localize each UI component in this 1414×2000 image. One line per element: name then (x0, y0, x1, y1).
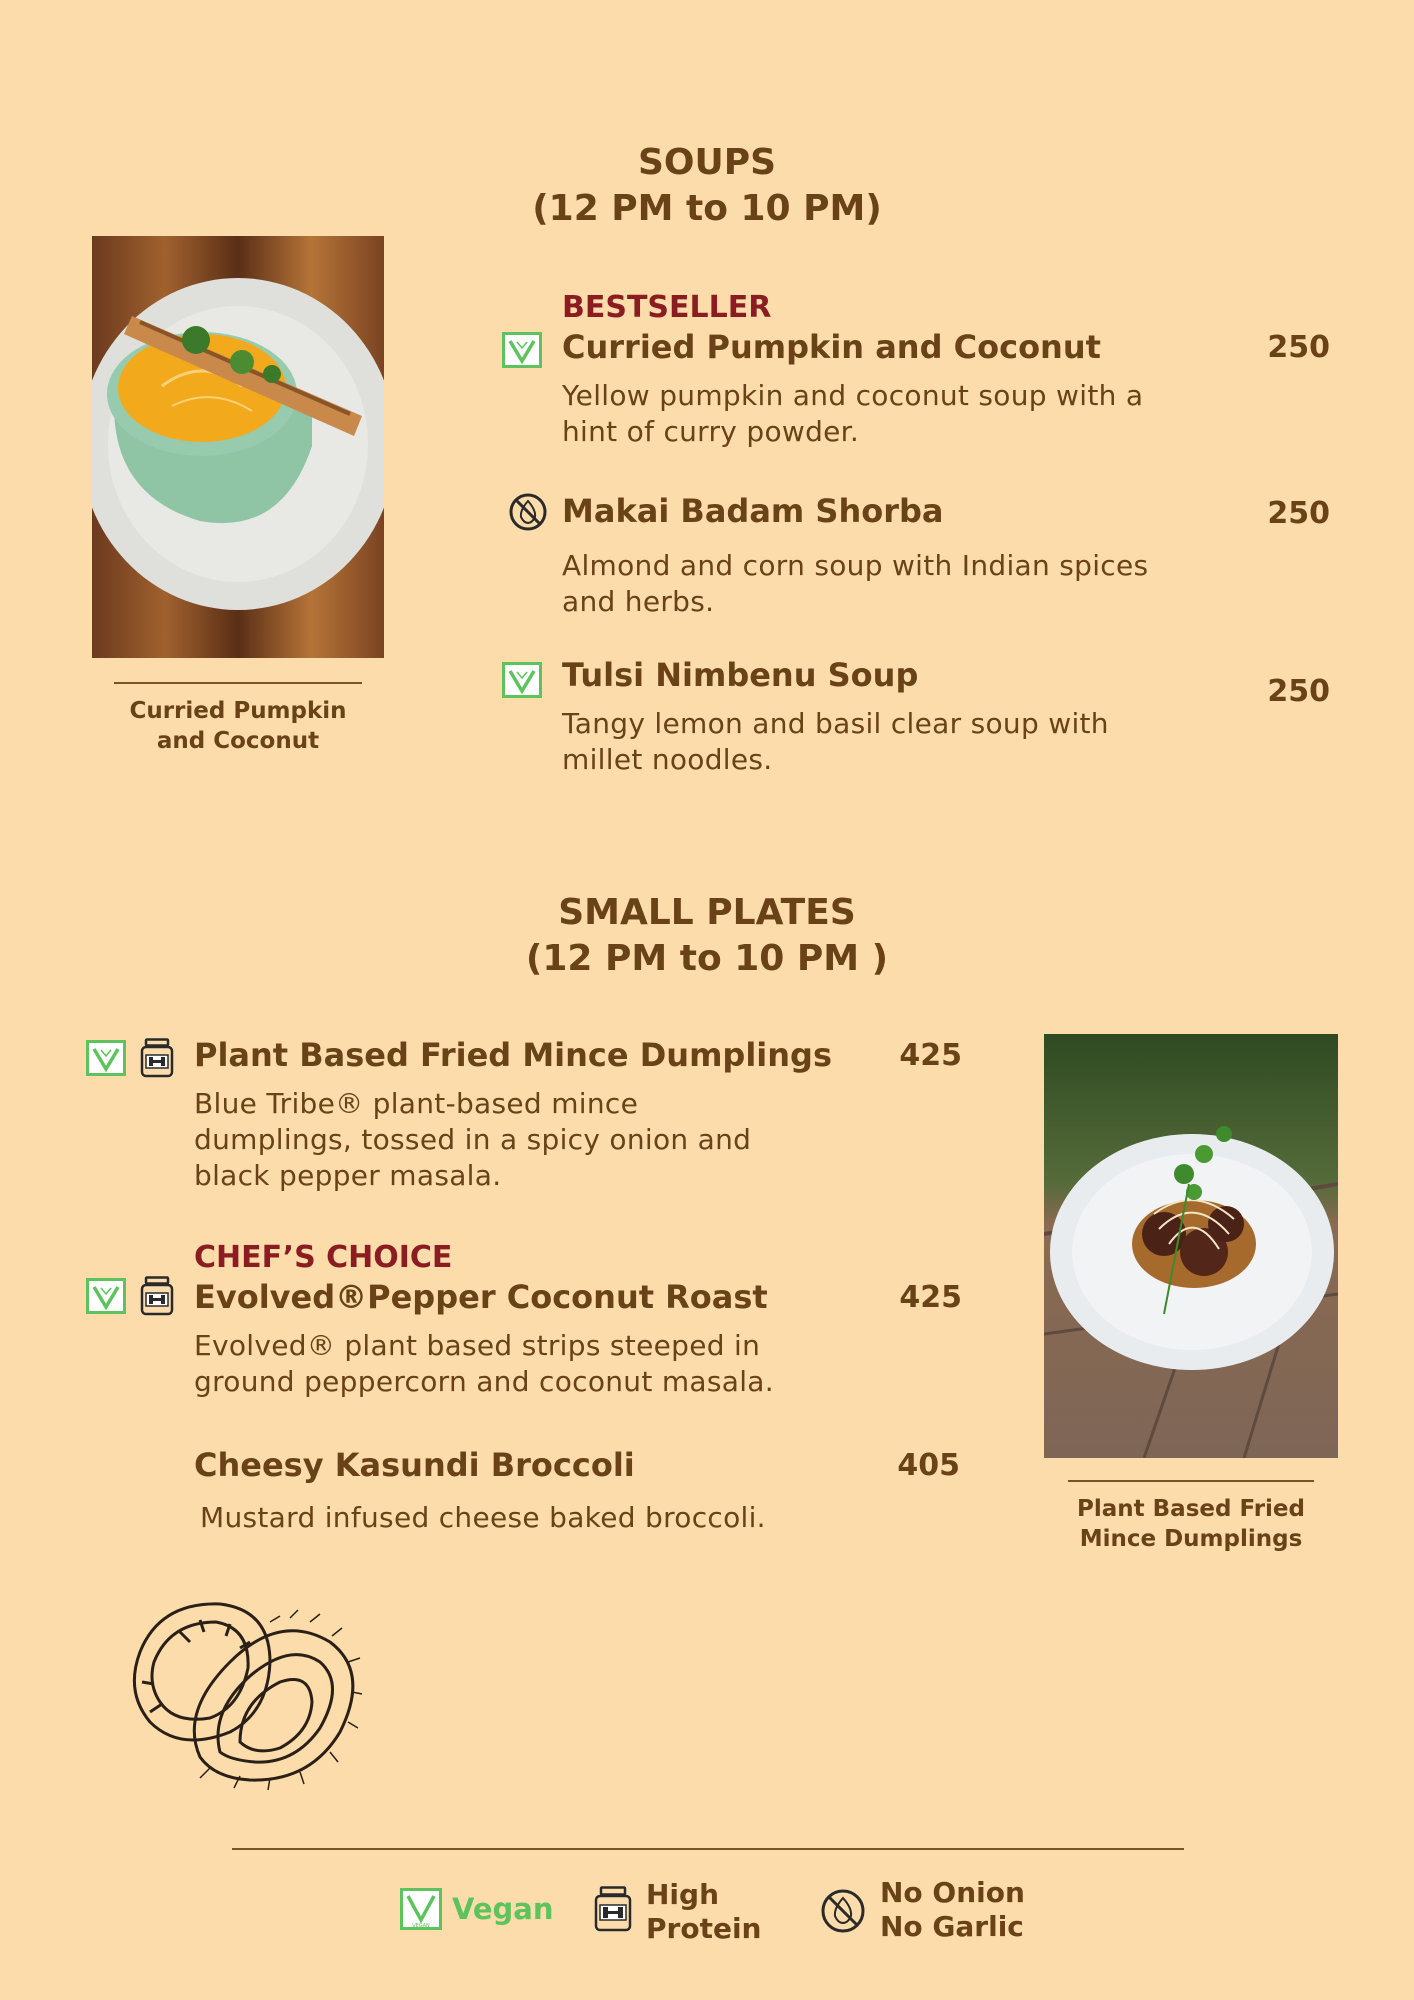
mince-dumplings-photo (1044, 1034, 1338, 1458)
soups-caption-rule (114, 682, 362, 684)
desc-line: ground peppercorn and coconut masala. (194, 1365, 774, 1398)
vegan-legend-icon (400, 1888, 442, 1930)
small-plates-caption-line2: Mince Dumplings (1079, 1526, 1303, 1552)
item-desc-mince-dumplings (194, 1086, 751, 1194)
item-name-kasundi-broccoli: Cheesy Kasundi Broccoli (194, 1446, 635, 1484)
small-plates-photo-caption (1044, 1494, 1338, 1554)
small-plates-hours: (12 PM to 10 PM ) (525, 938, 889, 979)
soups-caption-line2: and Coconut (156, 728, 320, 754)
curried-pumpkin-soup-photo (92, 236, 384, 658)
no-onion-no-garlic-legend-icon (820, 1888, 866, 1934)
legend-nong-line1: No Onion (880, 1876, 1025, 1909)
vegan-icon (502, 662, 542, 698)
item-price-kasundi-broccoli: 405 (897, 1448, 960, 1483)
soups-hours: (12 PM to 10 PM) (532, 188, 882, 229)
item-name-mince-dumplings: Plant Based Fried Mince Dumplings (194, 1036, 832, 1074)
item-name-pepper-coconut-roast: Evolved®Pepper Coconut Roast (194, 1278, 768, 1316)
vegan-icon (502, 332, 542, 368)
legend-high-protein-line2: Protein (646, 1912, 762, 1945)
item-desc-kasundi-broccoli: Mustard infused cheese baked broccoli. (200, 1501, 766, 1534)
legend-rule (232, 1848, 1184, 1850)
item-desc-curried-pumpkin (562, 378, 1143, 450)
high-protein-icon (140, 1276, 174, 1316)
vegan-icon (86, 1278, 126, 1314)
desc-line: and herbs. (562, 585, 715, 618)
item-price-mince-dumplings: 425 (899, 1038, 962, 1073)
desc-line: Blue Tribe® plant-based mince (194, 1087, 639, 1120)
desc-line: black pepper masala. (194, 1159, 502, 1192)
small-plates-title: SMALL PLATES (558, 892, 856, 933)
legend-high-protein-line1: High (646, 1878, 720, 1911)
item-name-makai-badam: Makai Badam Shorba (562, 492, 944, 530)
desc-line: Almond and corn soup with Indian spices (562, 549, 1149, 582)
small-plates-caption-line1: Plant Based Fried (1077, 1496, 1305, 1522)
chefs-choice-tag: CHEF’S CHOICE (194, 1240, 453, 1275)
soups-photo-caption (92, 696, 384, 756)
item-price-curried-pumpkin: 250 (1267, 330, 1330, 365)
item-price-pepper-coconut-roast: 425 (899, 1280, 962, 1315)
item-name-tulsi-nimbenu: Tulsi Nimbenu Soup (562, 656, 919, 694)
item-desc-pepper-coconut-roast (194, 1328, 774, 1400)
vegan-icon (86, 1040, 126, 1076)
legend-nong-label (880, 1876, 1025, 1944)
legend-high-protein-label (646, 1878, 761, 1946)
no-onion-no-garlic-icon (508, 492, 548, 532)
coconut-illustration (120, 1592, 364, 1792)
high-protein-legend-icon (594, 1886, 632, 1932)
desc-line: millet noodles. (562, 743, 773, 776)
desc-line: Tangy lemon and basil clear soup with (562, 707, 1109, 740)
soups-title: SOUPS (637, 142, 777, 183)
bestseller-tag: BESTSELLER (562, 290, 772, 325)
desc-line: hint of curry powder. (562, 415, 860, 448)
legend-nong-line2: No Garlic (880, 1910, 1024, 1943)
soups-caption-line1: Curried Pumpkin (129, 698, 347, 724)
desc-line: Evolved® plant based strips steeped in (194, 1329, 761, 1362)
item-name-curried-pumpkin: Curried Pumpkin and Coconut (562, 328, 1101, 366)
high-protein-icon (140, 1038, 174, 1078)
item-desc-tulsi-nimbenu (562, 706, 1109, 778)
vegan-badge-text: VEGAN (412, 1923, 430, 1929)
item-price-makai-badam: 250 (1267, 496, 1330, 531)
legend-vegan-label: Vegan (452, 1892, 554, 1926)
small-plates-caption-rule (1068, 1480, 1314, 1482)
desc-line: Yellow pumpkin and coconut soup with a (562, 379, 1144, 412)
item-desc-makai-badam (562, 548, 1148, 620)
item-price-tulsi-nimbenu: 250 (1267, 674, 1330, 709)
desc-line: dumplings, tossed in a spicy onion and (194, 1123, 752, 1156)
